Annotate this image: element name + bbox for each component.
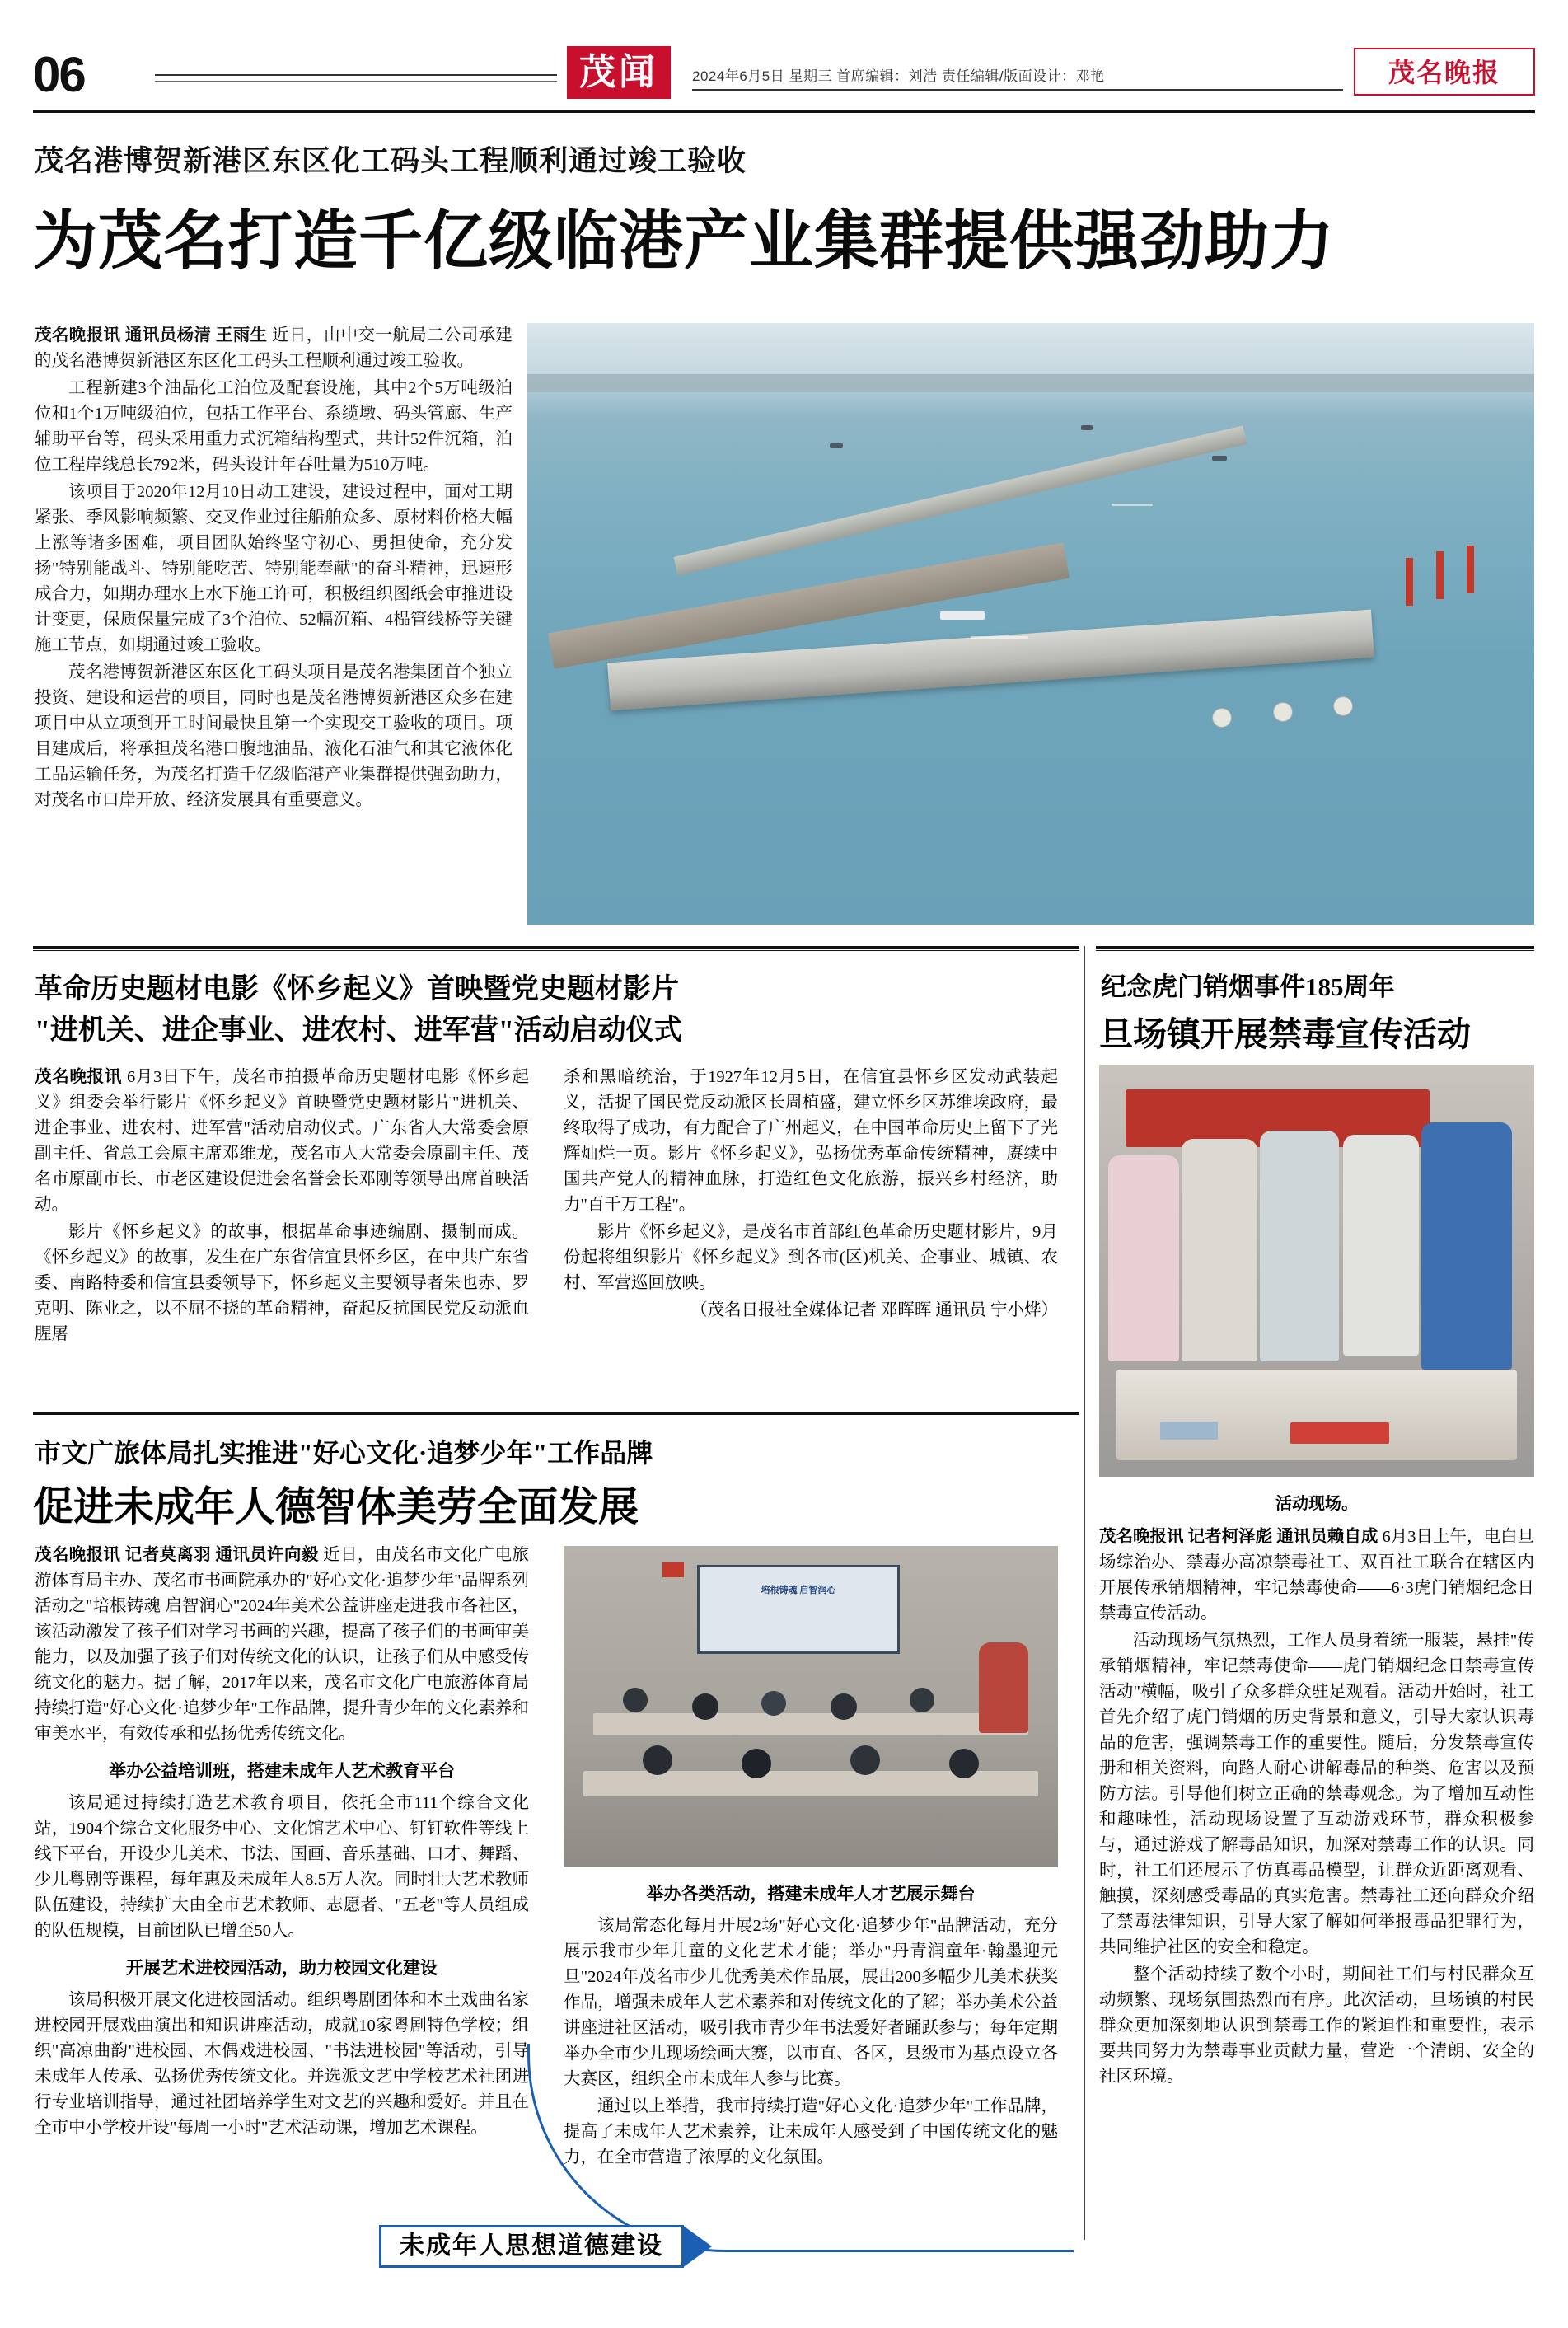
- photo-screen-title: 培根铸魂 启智润心: [761, 1585, 836, 1595]
- youth-column-a: [35, 1543, 529, 2143]
- harbor-aerial-photo: [527, 323, 1534, 925]
- divider-right-b: [1096, 950, 1534, 951]
- youth-paragraph-4: 通过以上举措，我市持续打造"好心文化·追梦少年"工作品牌，提高了未成年人艺术素养，让未成年人感受到了中国传统文化的魅力，在全市营造了浓厚的文化氛围。: [564, 2097, 1058, 2166]
- youth-paragraph-1: 该局通过持续打造艺术教育项目，依托全市111个综合文化站，1904个综合文化服务中心、文化馆艺术中心、钉钉软件等线上线下平台，开设少儿美术、书法、国画、音乐基础、口才、舞蹈、少儿粤剧等课程，每年惠及未成年人8.5万人次。同时壮大艺术教师队伍建设，持续扩大由全市艺术教师、志愿者、"五老"等人员组成的队伍规模，目前团队已增至50人。: [35, 1794, 529, 1940]
- bottom-banner-label: 未成年人思想道德建设: [379, 2225, 684, 2268]
- photo-projection-screen: [697, 1565, 900, 1653]
- photo-attendee-2: [1182, 1139, 1257, 1361]
- photo-student-5: [910, 1688, 934, 1712]
- film-headline-line1: 革命历史题材电影《怀乡起义》首映暨党史题材影片: [35, 974, 679, 1005]
- film-credit: （茂名日报社全媒体记者 邓晖晖 通讯员 宁小烨）: [690, 1301, 1058, 1319]
- photo-trestle: [674, 426, 1247, 576]
- photo-attendee-3: [1260, 1131, 1339, 1361]
- photo-tank-1: [1333, 696, 1353, 716]
- photo-student-6: [643, 1745, 672, 1775]
- photo-attendee-4: [1343, 1135, 1419, 1356]
- divider-right-a: [1096, 946, 1534, 949]
- divider-mid-a: [33, 946, 1079, 949]
- photo-desk-1: [593, 1713, 1028, 1735]
- drug-main-headline: 旦场镇开展禁毒宣传活动: [1099, 1015, 1471, 1053]
- photo-wake-2: [1112, 504, 1153, 506]
- photo-tank-2: [1273, 702, 1293, 722]
- film-paragraph-2: 杀和黑暗统治，于1927年12月5日，在信宜县怀乡区发动武装起义，活捉了国民党反动派区长周植盛，建立怀乡区苏维埃政府，最终取得了成功，有力配合了广州起义，在中国革命历史上留下了光辉灿烂一页。影片《怀乡起义》，弘扬优秀革命传统精神，赓续中国共产党人的精神血脉，打造红色文化旅游，振兴乡村经济，助力"百千万工程"。: [564, 1068, 1058, 1214]
- section-badge: 茂闻: [567, 46, 671, 99]
- lead-main-headline: 为茂名打造千亿级临港产业集群提供强劲助力: [33, 205, 1336, 277]
- film-byline: 茂名晚报讯: [35, 1068, 123, 1086]
- photo-student-1: [623, 1688, 648, 1712]
- photo-ship-2: [830, 443, 843, 448]
- photo-ship-1: [940, 611, 985, 620]
- drug-body: [1099, 1525, 1534, 2091]
- film-paragraph-1: 影片《怀乡起义》的故事，根据革命事迹编剧、摄制而成。《怀乡起义》的故事，发生在广东省信宜县怀乡区，在中共广东省委、南路特委和信宜县委领导下，怀乡起义主要领导者朱也赤、罗克明、陈业之，以不屈不挠的革命精神，奋起反抗国民党反动派血腥屠: [35, 1223, 529, 1343]
- divider-mid-b: [33, 950, 1079, 951]
- photo-crane-2: [1436, 551, 1444, 599]
- lead-paragraph-3: 茂名港博贺新港区东区化工码头项目是茂名港集团首个独立投资、建设和运营的项目，同时也是茂名港博贺新港区众多在建项目中从立项到开工时间最快且第一个实现交工验收的项目。项目建成后，将承担茂名港口腹地油品、液化石油气和其它液体化工品运输任务，为茂名打造千亿级临港产业集群提供强劲助力，对茂名市口岸开放、经济发展具有重要意义。: [35, 663, 513, 809]
- photo-wake-1: [971, 636, 1028, 639]
- youth-photo: [564, 1546, 1058, 1867]
- youth-photo-caption: 举办各类活动，搭建未成年人才艺展示舞台: [646, 1884, 976, 1904]
- youth-shoulder-headline: 市文广旅体局扎实推进"好心文化·追梦少年"工作品牌: [35, 1438, 653, 1468]
- vertical-column-rule: [1084, 946, 1085, 2240]
- drug-photo-caption: 活动现场。: [1275, 1495, 1358, 1513]
- lead-text-0: 近日，由中交一航局二公司承建的茂名港博贺新港区东区化工码头工程顺利通过竣工验收。: [35, 326, 513, 370]
- film-headline-line2: "进机关、进企事业、进农村、进军营"活动启动仪式: [35, 1015, 682, 1046]
- film-column-b: [564, 1065, 1058, 1325]
- lead-body: [35, 323, 513, 815]
- masthead: [33, 31, 1535, 102]
- masthead-rule-left: [155, 74, 557, 76]
- youth-byline: 茂名晚报讯 记者莫离羽 通讯员许向毅: [35, 1546, 319, 1564]
- youth-paragraph-2: 该局积极开展文化进校园活动。组织粤剧团体和本土戏曲名家进校园开展戏曲演出和知识讲座活动，成就10家粤剧特色学校；组织"高凉曲韵"进校园、木偶戏进校园、"书法进校园"等活动，引导未成年人传承、弘扬优秀传统文化。并选派文艺中学校艺术社团进行专业培训指导，通过社团培养学生对文艺的兴趣和爱好。并且在全市中小学校开设"每周一小时"艺术活动课，增加艺术课程。: [35, 1991, 529, 2137]
- photo-student-3: [761, 1691, 786, 1716]
- top-divider: [33, 110, 1535, 113]
- drug-text-0: 6月3日上午，电白旦场综治办、禁毒办高凉禁毒社工、双百社工联合在辖区内开展传承销烟精神，牢记禁毒使命——6·3虎门销烟纪念日禁毒宣传活动。: [1099, 1528, 1535, 1623]
- youth-paragraph-3: 该局常态化每月开展2场"好心文化·追梦少年"品牌活动，充分展示我市少年儿童的文化艺术才能；举办"丹青润童年·翰墨迎元旦"2024年茂名市少儿优秀美术作品展，展出200多幅少儿美术获奖作品，增强未成年人艺术素养和对传统文化的了解；举办美术公益讲座进社区活动，吸引我市青少年书法爱好者踊跃参与；每年定期举办全市少儿现场绘画大赛，以市直、各区，县级市为基点设立各大赛区，组织全市未成年人参与比赛。: [564, 1917, 1058, 2088]
- photo-student-7: [742, 1749, 771, 1778]
- masthead-rule-left-thin: [155, 81, 557, 82]
- photo-sample-kit: [1290, 1422, 1389, 1444]
- youth-text-0: 近日，由茂名市文化广电旅游体育局主办、茂名市书画院承办的"好心文化·追梦少年"品牌系列活动之"培根铸魂 启智润心"2024年美术公益讲座走进我市各社区，该活动激发了孩子们对学习书画的兴趣，提高了孩子们的书画审美能力，以及加强了孩子们对传统文化的认识，让孩子们从中感受传统文化的魅力。据了解，2017年以来，茂名市文化广电旅游体育局持续打造"好心文化·追梦少年"工作品牌，提升青少年的文化素养和审美水平，有效传承和弘扬优秀传统文化。: [35, 1546, 530, 1743]
- drug-photo: [1099, 1065, 1534, 1477]
- photo-horizon-land: [527, 374, 1534, 392]
- bottom-banner-arrow-icon: [682, 2225, 712, 2268]
- lead-photo: [527, 323, 1534, 925]
- youth-column-b: [564, 1913, 1058, 2172]
- photo-student-8: [850, 1745, 880, 1775]
- bottom-banner: [379, 2225, 725, 2268]
- lead-paragraph-2: 该项目于2020年12月10日动工建设，建设过程中，面对工期紧张、季风影响频繁、交叉作业过往船舶众多、原材料价格大幅上涨等诸多困难，项目团队始终坚守初心、勇担使命，充分发扬"特别能战斗、特别能吃苦、特别能奉献"的奋斗精神，迅速形成合力，如期办理水上水下施工许可，积极组织图纸会审推进设计变更，保质保量完成了3个泊位、52幅沉箱、4榀管线桥等关键施工节点，如期通过竣工验收。: [35, 483, 513, 654]
- masthead-meta: 2024年6月5日 星期三 首席编辑：刘浩 责任编辑/版面设计：邓艳: [692, 68, 1105, 84]
- lead-shoulder-headline: 茂名港博贺新港区东区化工码头工程顺利通过竣工验收: [35, 145, 747, 177]
- photo-leaflet: [1160, 1422, 1218, 1440]
- event-photo: [1099, 1065, 1534, 1477]
- photo-attendee-1: [1108, 1155, 1179, 1361]
- drug-paragraph-1: 活动现场气氛热烈，工作人员身着统一服装，悬挂"传承销烟精神，牢记禁毒使命——虎门销烟纪念日禁毒宣传活动"横幅，吸引了众多群众驻足观看。活动开始时，社工首先介绍了虎门销烟的历史背景和意义，引导大家认识毒品的危害，强调禁毒工作的重要性。随后，分发禁毒宣传册和相关资料，向路人耐心讲解毒品的种类、危害以及预防方法。引导他们树立正确的禁毒观念。为了增加互动性和趣味性，活动现场设置了互动游戏环节，群众积极参与，通过游戏了解毒品知识，加深对禁毒工作的认识。同时，社工们还展示了仿真毒品模型，让群众近距离观看、触摸，深刻感受毒品的真实危害。禁毒社工还向群众介绍了禁毒法律知识，引导大家了解如何举报毒品犯罪行为，共同维护社区的安全和稳定。: [1099, 1632, 1534, 1956]
- photo-student-9: [949, 1749, 979, 1778]
- page-number: 06: [33, 47, 85, 102]
- film-paragraph-0: [35, 1065, 529, 1218]
- photo-staff-volunteer: [1421, 1122, 1512, 1370]
- youth-main-headline: 促进未成年人德智体美劳全面发展: [33, 1484, 639, 1529]
- photo-flag: [662, 1562, 684, 1577]
- youth-subhead-1: 举办公益培训班，搭建未成年人艺术教育平台: [109, 1761, 455, 1781]
- photo-staff-red: [979, 1642, 1028, 1733]
- film-column-a: [35, 1065, 529, 1349]
- photo-ship-4: [1212, 456, 1227, 461]
- youth-paragraph-0: [35, 1543, 529, 1747]
- lead-paragraph-1: 工程新建3个油品化工泊位及配套设施，其中2个5万吨级泊位和1个1万吨级泊位，包括工作平台、系缆墩、码头管廊、生产辅助平台等，码头采用重力式沉箱结构型式，共计52件沉箱，泊位工程岸线总长792米，码头设计年吞吐量为510万吨。: [35, 379, 513, 474]
- film-paragraph-3: 影片《怀乡起义》，是茂名市首部红色革命历史题材影片，9月份起将组织影片《怀乡起义》到各市(区)机关、企事业、城镇、农村、军营巡回放映。: [564, 1223, 1058, 1292]
- newspaper-logo: 茂名晚报: [1354, 48, 1535, 96]
- photo-crane-3: [1406, 558, 1413, 606]
- photo-crane-1: [1467, 546, 1474, 593]
- drug-byline: 茂名晚报讯 记者柯泽彪 通讯员赖自成: [1099, 1528, 1378, 1546]
- photo-tank-3: [1212, 708, 1232, 728]
- youth-subhead-2: 开展艺术进校园活动，助力校园文化建设: [126, 1958, 438, 1978]
- photo-ship-3: [1081, 425, 1093, 430]
- photo-sky: [527, 323, 1534, 377]
- film-text-0: 6月3日下午，茂名市拍摄革命历史题材电影《怀乡起义》组委会举行影片《怀乡起义》首映暨党史题材影片"进机关、进企事业、进农村、进军营"活动启动仪式。广东省人大常委会原副主任、省总工会原主席邓维龙，茂名市人大常委会原副主任、茂名市原副市长、市老区建设促进会名誉会长邓刚等领导出席首映活动。: [35, 1068, 530, 1214]
- lead-byline: 茂名晚报讯 通讯员杨清 王雨生: [35, 326, 268, 344]
- masthead-rule-right: [692, 89, 1343, 91]
- drug-shoulder-headline: 纪念虎门销烟事件185周年: [1101, 972, 1395, 1001]
- lead-paragraph-0: [35, 323, 513, 374]
- drug-paragraph-2: 整个活动持续了数个小时，期间社工们与村民群众互动频繁、现场氛围热烈而有序。此次活动，旦场镇的村民群众更加深刻地认识到禁毒工作的紧迫性和重要性，表示要共同努力为禁毒事业贡献力量，营造一个清朗、安全的社区环境。: [1099, 1965, 1534, 2086]
- photo-display-table: [1116, 1370, 1517, 1460]
- drug-paragraph-0: [1099, 1525, 1534, 1627]
- classroom-photo: [564, 1546, 1058, 1867]
- divider-mid-c: [33, 1412, 1079, 1415]
